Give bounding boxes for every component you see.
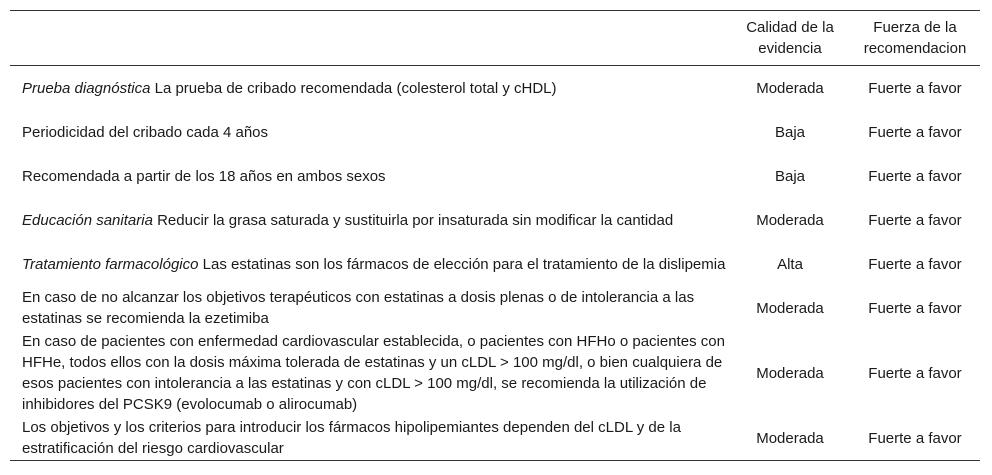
table-row [10, 330, 980, 416]
recommendations-table [10, 10, 980, 461]
recommendation-text: Periodicidad del cribado cada 4 años [22, 123, 268, 141]
recommendation-text: Recomendada a partir de los 18 años en ambos sexos [22, 167, 386, 185]
section-label: Prueba diagnóstica [22, 79, 151, 97]
table-row [10, 286, 980, 330]
recommendation-strength-cell: Fuerte a favor [868, 211, 962, 229]
recommendation-text: En caso de no alcanzar los objetivos terapéuticos con estatinas a dosis plenas o de intolerancia a las estatinas se recomienda la ezetimiba [22, 289, 695, 327]
recommendation-cell [10, 110, 730, 154]
recommendation-cell [10, 66, 730, 111]
recommendation-cell [10, 416, 730, 461]
recommendation-cell [10, 242, 730, 286]
evidence-quality-cell: Moderada [756, 429, 824, 447]
table-row [10, 154, 980, 198]
table-body [10, 66, 980, 461]
table-row [10, 66, 980, 111]
recommendation-text: La prueba de cribado recomendada (colesterol total y cHDL) [150, 79, 557, 97]
recommendation-strength-cell: Fuerte a favor [868, 79, 962, 97]
section-label: Tratamiento farmacológico [22, 255, 199, 273]
table-row [10, 110, 980, 154]
recommendation-text: Reducir la grasa saturada y sustituirla por insaturada sin modificar la cantidad [152, 211, 674, 229]
table-header [10, 11, 980, 66]
recommendation-text: Las estatinas son los fármacos de elección para el tratamiento de la dislipemia [198, 255, 726, 273]
evidence-quality-cell: Moderada [756, 299, 824, 317]
header-recommendation [10, 11, 730, 66]
recommendation-strength-cell: Fuerte a favor [868, 364, 962, 382]
table-row [10, 242, 980, 286]
recommendation-strength-cell: Fuerte a favor [868, 123, 962, 141]
recommendation-strength-cell: Fuerte a favor [868, 429, 962, 447]
evidence-quality-cell: Baja [774, 123, 806, 141]
recommendation-cell [10, 198, 730, 242]
evidence-quality-cell: Moderada [756, 79, 824, 97]
recommendation-text: En caso de pacientes con enfermedad cardiovascular establecida, o pacientes con HFHo o pacientes con HFHe, todos ellos con la dosis máxima tolerada de estatinas y un cLDL > 100 mg/dl, o bien cualquiera de esos pacientes con intolerancia a las estatinas y con cLDL > 100 mg/dl, se recomienda la utilización de inhibidores del PCSK9 (evolocumab o alirocumab) [22, 333, 725, 413]
recommendation-strength-cell: Fuerte a favor [868, 255, 962, 273]
recommendation-cell [10, 286, 730, 330]
table-row [10, 198, 980, 242]
evidence-quality-cell: Alta [777, 255, 803, 273]
recommendation-text: Los objetivos y los criterios para introducir los fármacos hipolipemiantes dependen del cLDL y de la estratificación del riesgo cardiovascular [22, 419, 681, 457]
section-label: Educación sanitaria [22, 211, 153, 229]
recommendations-table-container [10, 10, 980, 461]
recommendation-cell [10, 330, 730, 416]
header-evidence-quality: Calidad de la evidencia [746, 19, 834, 57]
evidence-quality-cell: Moderada [756, 211, 824, 229]
recommendation-strength-cell: Fuerte a favor [868, 299, 962, 317]
table-row [10, 416, 980, 461]
header-recommendation-strength: Fuerza de la recomendacion [863, 19, 967, 57]
evidence-quality-cell: Baja [774, 167, 806, 185]
evidence-quality-cell: Moderada [756, 364, 824, 382]
recommendation-strength-cell: Fuerte a favor [868, 167, 962, 185]
recommendation-cell [10, 154, 730, 198]
